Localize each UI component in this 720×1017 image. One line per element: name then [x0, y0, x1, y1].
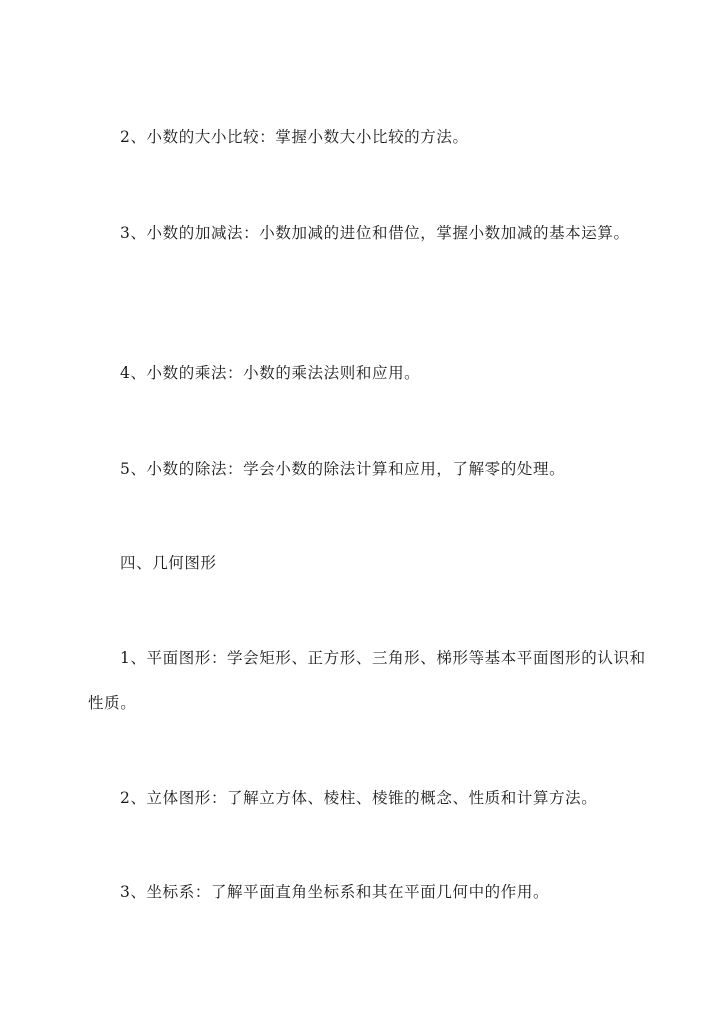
paragraph-decimal-addition-subtraction: 3、小数的加减法：小数加减的进位和借位，掌握小数加减的基本运算。 [120, 224, 630, 242]
section-heading-geometry: 四、几何图形 [120, 554, 217, 572]
paragraph-coordinate-system: 3、坐标系：了解平面直角坐标系和其在平面几何中的作用。 [120, 883, 550, 901]
paragraph-plane-figures: 1、平面图形：学会矩形、正方形、三角形、梯形等基本平面图形的认识和性质。 [88, 649, 646, 712]
paragraph-decimal-division: 5、小数的除法：学会小数的除法计算和应用，了解零的处理。 [120, 460, 566, 478]
paragraph-decimal-comparison: 2、小数的大小比较：掌握小数大小比较的方法。 [120, 128, 469, 146]
paragraph-decimal-multiplication: 4、小数的乘法：小数的乘法法则和应用。 [120, 364, 421, 382]
paragraph-solid-figures: 2、立体图形：了解立方体、棱柱、棱锥的概念、性质和计算方法。 [120, 789, 598, 807]
